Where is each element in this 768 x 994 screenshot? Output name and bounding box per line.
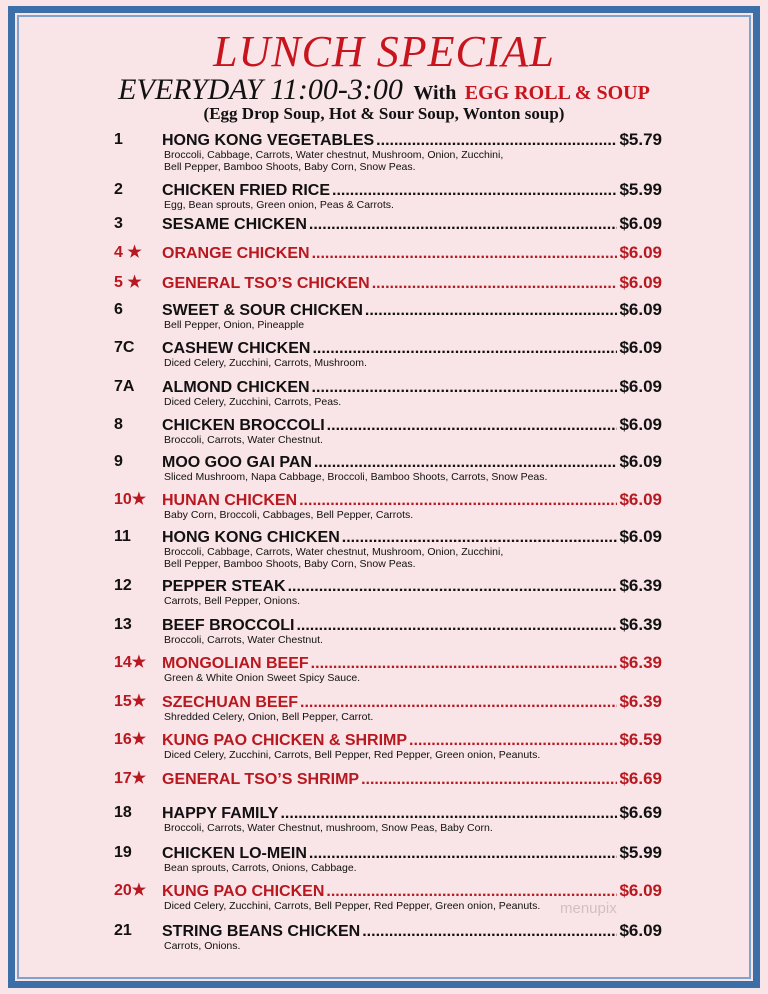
item-price: $6.09 xyxy=(619,214,662,233)
leader-dots xyxy=(311,654,618,674)
item-price: $6.39 xyxy=(619,615,662,634)
item-description: Diced Celery, Zucchini, Carrots, Bell Pepper, Red Pepper, Green onion, Peanuts. xyxy=(164,900,541,912)
item-number: 21 xyxy=(114,922,132,939)
item-line xyxy=(162,180,662,200)
item-number: 7C xyxy=(114,339,135,356)
item-description: Diced Celery, Zucchini, Carrots, Bell Pepper, Red Pepper, Green onion, Peanuts. xyxy=(164,749,541,761)
item-line xyxy=(162,377,662,397)
item-price: $6.09 xyxy=(619,921,662,940)
item-line xyxy=(162,527,662,547)
item-description: Bean sprouts, Carrots, Onions, Cabbage. xyxy=(164,862,357,874)
item-line xyxy=(162,921,662,941)
item-number: 15★ xyxy=(114,693,147,710)
item-name: SWEET & SOUR CHICKEN xyxy=(162,302,363,319)
item-description: Carrots, Onions. xyxy=(164,940,241,952)
item-line xyxy=(162,490,662,510)
item-price: $6.09 xyxy=(619,273,662,292)
item-line xyxy=(162,130,662,150)
item-number: 19 xyxy=(114,844,132,861)
item-price: $6.69 xyxy=(619,769,662,788)
page-title: LUNCH SPECIAL xyxy=(213,27,555,76)
item-price: $6.09 xyxy=(619,881,662,900)
item-number: 8 xyxy=(114,416,123,433)
item-line xyxy=(162,730,662,750)
item-number: 17★ xyxy=(114,770,147,787)
leader-dots xyxy=(309,844,618,864)
item-name: GENERAL TSO’S CHICKEN xyxy=(162,275,370,292)
item-description: Broccoli, Carrots, Water Chestnut. xyxy=(164,434,323,446)
item-number: 3 xyxy=(114,215,123,232)
leader-dots xyxy=(342,528,618,548)
leader-dots xyxy=(372,274,618,294)
item-name: BEEF BROCCOLI xyxy=(162,617,295,634)
item-description: Baby Corn, Broccoli, Cabbages, Bell Pepper, Carrots. xyxy=(164,509,414,521)
leader-dots xyxy=(312,244,618,264)
item-number: 10★ xyxy=(114,491,147,508)
item-number: 9 xyxy=(114,453,123,470)
item-description: Carrots, Bell Pepper, Onions. xyxy=(164,595,300,607)
item-number: 11 xyxy=(114,528,131,545)
item-description: Sliced Mushroom, Napa Cabbage, Broccoli, Bamboo Shoots, Carrots, Snow Peas. xyxy=(164,471,548,483)
item-name: HUNAN CHICKEN xyxy=(162,492,298,509)
item-name: CHICKEN BROCCOLI xyxy=(162,417,325,434)
item-name: CHICKEN LO-MEIN xyxy=(162,845,307,862)
item-description: Broccoli, Carrots, Water Chestnut. xyxy=(164,634,323,646)
item-number: 6 xyxy=(114,301,123,318)
item-price: $6.09 xyxy=(619,490,662,509)
item-price: $6.09 xyxy=(619,377,662,396)
leader-dots xyxy=(312,339,617,359)
leader-dots xyxy=(327,416,618,436)
item-name: KUNG PAO CHICKEN & SHRIMP xyxy=(162,732,408,749)
item-line xyxy=(162,243,662,263)
item-line xyxy=(162,338,662,358)
leader-dots xyxy=(376,131,617,151)
item-description: Shredded Celery, Onion, Bell Pepper, Carrot. xyxy=(164,711,374,723)
with-text: With xyxy=(413,82,457,104)
item-name: MOO GOO GAI PAN xyxy=(162,454,312,471)
item-name: CASHEW CHICKEN xyxy=(162,340,311,357)
leader-dots xyxy=(332,181,617,201)
item-line xyxy=(162,843,662,863)
item-description: Broccoli, Cabbage, Carrots, Water chestnut, Mushroom, Onion, Zucchini, Bell Pepper, Bamboo Shoots, Baby Corn, Snow Peas. xyxy=(164,546,504,570)
item-price: $6.09 xyxy=(619,338,662,357)
item-line xyxy=(162,300,662,320)
item-number: 16★ xyxy=(114,731,147,748)
item-number: 18 xyxy=(114,804,132,821)
item-line xyxy=(162,214,662,234)
item-price: $6.09 xyxy=(619,300,662,319)
item-number: 2 xyxy=(114,181,123,198)
item-name: GENERAL TSO’S SHRIMP xyxy=(162,771,360,788)
item-line xyxy=(162,576,662,596)
item-description: Diced Celery, Zucchini, Carrots, Mushroom. xyxy=(164,357,367,369)
item-line xyxy=(162,653,662,673)
leader-dots xyxy=(362,922,617,942)
soup-options: (Egg Drop Soup, Hot & Sour Soup, Wonton soup) xyxy=(203,104,565,123)
item-price: $6.09 xyxy=(619,415,662,434)
item-number: 12 xyxy=(114,577,132,594)
item-name: PEPPER STEAK xyxy=(162,578,286,595)
item-price: $6.39 xyxy=(619,576,662,595)
item-number: 7A xyxy=(114,378,135,395)
item-price: $6.09 xyxy=(619,452,662,471)
leader-dots xyxy=(361,770,617,790)
leader-dots xyxy=(365,301,618,321)
item-number: 5 ★ xyxy=(114,274,142,291)
item-description: Egg, Bean sprouts, Green onion, Peas & Carrots. xyxy=(164,199,394,211)
item-price: $6.09 xyxy=(619,243,662,262)
item-name: ORANGE CHICKEN xyxy=(162,245,310,262)
item-name: HAPPY FAMILY xyxy=(162,805,279,822)
item-line xyxy=(162,452,662,472)
item-line xyxy=(162,769,662,789)
item-name: SESAME CHICKEN xyxy=(162,216,307,233)
item-description: Bell Pepper, Onion, Pineapple xyxy=(164,319,305,331)
item-description: Broccoli, Carrots, Water Chestnut, mushroom, Snow Peas, Baby Corn. xyxy=(164,822,493,834)
item-number: 4 ★ xyxy=(114,244,142,261)
item-description: Green & White Onion Sweet Spicy Sauce. xyxy=(164,672,361,684)
item-number: 1 xyxy=(114,131,123,148)
item-name: HONG KONG VEGETABLES xyxy=(162,132,375,149)
leader-dots xyxy=(296,616,617,636)
hours-text: EVERYDAY 11:00-3:00 xyxy=(118,73,403,106)
item-price: $6.69 xyxy=(619,803,662,822)
item-price: $6.39 xyxy=(619,692,662,711)
item-number: 13 xyxy=(114,616,132,633)
egg-roll-soup-text: EGG ROLL & SOUP xyxy=(464,82,650,104)
leader-dots xyxy=(288,577,618,597)
leader-dots xyxy=(314,453,618,473)
item-description: Broccoli, Cabbage, Carrots, Water chestnut, Mushroom, Onion, Zucchini, Bell Pepper, Bamboo Shoots, Baby Corn, Snow Peas. xyxy=(164,149,504,173)
leader-dots xyxy=(299,491,617,511)
item-description: Diced Celery, Zucchini, Carrots, Peas. xyxy=(164,396,342,408)
item-price: $5.79 xyxy=(619,130,662,149)
item-price: $5.99 xyxy=(619,180,662,199)
item-name: STRING BEANS CHICKEN xyxy=(162,923,361,940)
item-name: ALMOND CHICKEN xyxy=(162,379,310,396)
item-number: 20★ xyxy=(114,882,147,899)
item-line xyxy=(162,273,662,293)
leader-dots xyxy=(326,882,617,902)
item-price: $6.09 xyxy=(619,527,662,546)
item-price: $5.99 xyxy=(619,843,662,862)
menu-content xyxy=(22,18,746,978)
leader-dots xyxy=(300,693,617,713)
leader-dots xyxy=(309,215,618,235)
leader-dots xyxy=(280,804,617,824)
item-name: SZECHUAN BEEF xyxy=(162,694,299,711)
leader-dots xyxy=(409,731,617,751)
item-line xyxy=(162,415,662,435)
item-price: $6.39 xyxy=(619,653,662,672)
item-number: 14★ xyxy=(114,654,147,671)
item-name: KUNG PAO CHICKEN xyxy=(162,883,325,900)
item-name: CHICKEN FRIED RICE xyxy=(162,182,331,199)
item-name: HONG KONG CHICKEN xyxy=(162,529,340,546)
leader-dots xyxy=(312,378,618,398)
item-line xyxy=(162,692,662,712)
item-line xyxy=(162,881,662,901)
item-line xyxy=(162,803,662,823)
item-name: MONGOLIAN BEEF xyxy=(162,655,309,672)
watermark: menupix xyxy=(560,900,617,917)
item-line xyxy=(162,615,662,635)
item-price: $6.59 xyxy=(619,730,662,749)
